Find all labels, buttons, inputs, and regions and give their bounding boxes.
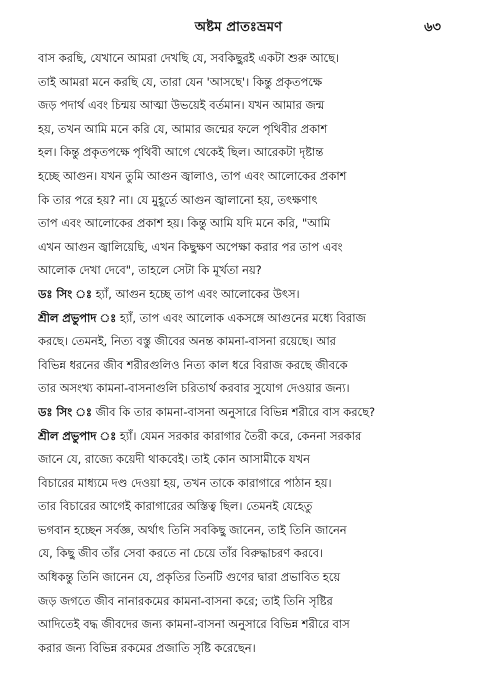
- line-text: বিভিন্ন ধরনের জীব শরীরগুলিও নিত্য কাল ধরে বিরাজ করছে জীবকে: [38, 357, 348, 372]
- line-text: করার জন্য বিভিন্ন রকমের প্রজাতি সৃষ্টি করেছেন।: [38, 640, 256, 655]
- line-text: এখন আগুন জ্বালিয়েছি, এখন কিছুক্ষণ অপেক্ষা করার পর তাপ এবং: [38, 239, 343, 254]
- line-text: যে, কিছু জীব তাঁর সেবা করতে না চেয়ে তাঁর বিরুদ্ধাচরণ করবে।: [38, 546, 323, 561]
- text-line: [38, 354, 452, 378]
- speaker-label: শ্রীল প্রভুপাদ ঃ: [38, 310, 117, 325]
- line-text: তার অসংখ্য কামনা-বাসনাগুলি চরিতার্থ করবার সুযোগ দেওয়ার জন্য।: [38, 381, 350, 396]
- text-line: [38, 613, 452, 637]
- text-line: [38, 566, 452, 590]
- text-line: [38, 259, 452, 283]
- line-text: জীব কি তার কামনা-বাসনা অনুসারে বিভিন্ন শরীরে বাস করছে?: [92, 404, 376, 419]
- line-text: অধিকন্তু তিনি জানেন যে, প্রকৃতির তিনটি গুণের দ্বারা প্রভাবিত হয়ে: [38, 570, 341, 585]
- speaker-label: ডঃ সিং ঃ: [38, 286, 93, 301]
- text-line: [38, 94, 452, 118]
- text-line: [38, 542, 452, 566]
- text-line: [38, 141, 452, 165]
- line-text: তার বিচারের আগেই কারাগারের অস্তিত্ব ছিল। তেমনই যেহেতু: [38, 499, 313, 514]
- line-text: হ্যাঁ, আগুন হচ্ছে তাপ এবং আলোকের উৎস।: [92, 286, 300, 301]
- page-header: [0, 18, 477, 38]
- line-text: হ্যাঁ। যেমন সরকার কারাগার তৈরী করে, কেননা সরকার: [116, 428, 362, 443]
- line-text: হচ্ছে আগুন। যখন তুমি আগুন জ্বালাও, তাপ এবং আলোকের প্রকাশ: [38, 168, 347, 183]
- text-line: [38, 590, 452, 614]
- line-text: বাস করছি, যেখানে আমরা দেখছি যে, সবকিছুরই একটা শুরু আছে।: [38, 51, 340, 65]
- body-text: [38, 47, 452, 660]
- text-line: [38, 472, 452, 496]
- speaker-label: ডঃ সিং ঃ: [38, 404, 93, 419]
- text-line: [38, 71, 452, 95]
- text-line: [38, 425, 452, 449]
- text-line: [38, 307, 452, 331]
- line-text: আদিতেই বদ্ধ জীবদের জন্য কামনা-বাসনা অনুসারে বিভিন্ন শরীরে বাস: [38, 617, 350, 632]
- text-line: [38, 637, 452, 661]
- line-text: জড় জগতে জীব নানারকমের কামনা-বাসনা করে; তাই তিনি সৃষ্টির: [38, 593, 333, 608]
- text-line: [38, 519, 452, 543]
- line-text: করছে। তেমনই, নিত্য বস্তু জীবের অনন্ত কামনা-বাসনা রয়েছে। আর: [38, 334, 336, 349]
- text-line: [38, 47, 452, 71]
- running-title: অষ্টম প্রাতঃভ্রমণ: [194, 20, 283, 35]
- text-line: [38, 377, 452, 401]
- text-line: [38, 118, 452, 142]
- text-line: [38, 495, 452, 519]
- line-text: আলোক দেখা দেবে", তাহলে সেটা কি মূর্খতা নয়?: [38, 263, 262, 278]
- text-line: [38, 165, 452, 189]
- text-line: [38, 401, 452, 425]
- line-text: হয়, তখন আমি মনে করি যে, আমার জন্মের ফলে পৃথিবীর প্রকাশ: [38, 121, 328, 136]
- line-text: বিচারের মাধ্যমে দণ্ড দেওয়া হয়, তখন তাকে কারাগারে পাঠান হয়।: [38, 475, 332, 490]
- page-number: ৬৩: [424, 20, 441, 35]
- line-text: হ্যাঁ, তাপ এবং আলোক একসঙ্গে আগুনের মধ্যে বিরাজ: [116, 310, 366, 325]
- text-line: [38, 330, 452, 354]
- text-line: [38, 236, 452, 260]
- text-line: [38, 448, 452, 472]
- line-text: তাপ এবং আলোকের প্রকাশ হয়। কিন্তু আমি যদি মনে করি, "আমি: [38, 216, 331, 231]
- line-text: জড় পদার্থ এবং চিন্ময় আত্মা উভয়েই বর্তমান। যখন আমার জন্ম: [38, 98, 325, 113]
- text-line: [38, 212, 452, 236]
- line-text: কি তার পরে হয়? না। যে মুহূর্তে আগুন জ্বালানো হয়, তৎক্ষণাৎ: [38, 192, 318, 207]
- line-text: তাই আমরা মনে করছি যে, তারা যেন 'আসছে'। কিন্তু প্রকৃতপক্ষে: [38, 74, 323, 89]
- line-text: জানে যে, রাজ্যে কয়েদী থাকবেই। তাই কোন আসামীকে যখন: [38, 452, 310, 467]
- text-line: [38, 283, 452, 307]
- text-line: [38, 189, 452, 213]
- speaker-label: শ্রীল প্রভুপাদ ঃ: [38, 428, 117, 443]
- line-text: হল। কিন্তু প্রকৃতপক্ষে পৃথিবী আগে থেকেই ছিল। আরেকটা দৃষ্টান্ত: [38, 145, 324, 160]
- line-text: ভগবান হচ্ছেন সর্বজ্ঞ, অর্থাৎ তিনি সবকিছু জানেন, তাই তিনি জানেন: [38, 522, 347, 537]
